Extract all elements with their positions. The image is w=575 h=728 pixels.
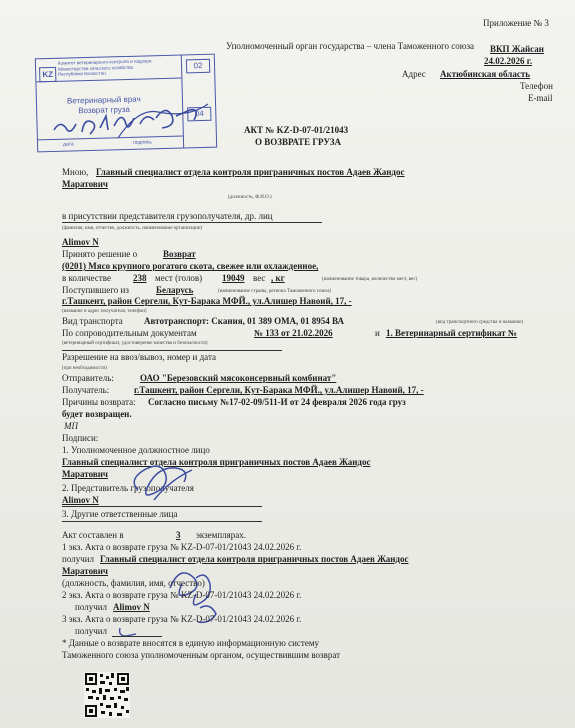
kz-logo-icon: KZ xyxy=(39,67,56,82)
stamp-divider xyxy=(36,78,181,83)
copy-1-received-name: Главный специалист отдела контроля приграничных постов Адаев Жандос xyxy=(100,554,409,564)
transport-label: Вид транспорта xyxy=(62,316,123,326)
note-line-1: * Данные о возврате вносятся в единую информационную систему xyxy=(62,638,320,648)
post-name: ВКП Жайсан xyxy=(490,44,544,54)
note-line-2: Таможенного союза уполномоченным органом, осуществившим возврат xyxy=(62,650,341,660)
copies-unit: экземплярах. xyxy=(196,530,247,540)
copy-2-received-name: Alimov N xyxy=(113,602,150,612)
quantity-weight-unit: вес xyxy=(253,273,266,283)
copies-label: Акт составлен в xyxy=(62,530,124,540)
quantity-places-unit: мест (голов) xyxy=(155,273,203,283)
copy-2-received-label: получил xyxy=(75,602,108,612)
stamp-date-label: дата xyxy=(62,141,74,148)
origin-country: Беларусь xyxy=(156,285,194,295)
act-number: АКТ № KZ-D-07-01/21043 xyxy=(244,125,349,135)
docs-and: и xyxy=(375,328,380,338)
caption: (название и адрес получателя, телефон) xyxy=(62,309,147,314)
stamp-handwriting xyxy=(48,98,218,146)
transport-value: Автотранспорт: Скания, 01 389 ОМА, 01 8954 ВА xyxy=(144,316,344,326)
underline xyxy=(62,222,322,223)
caption: (наименование товара, количество мест, вес) xyxy=(322,277,418,282)
inspector-name-cont: Маратович xyxy=(62,179,108,189)
inspector-name: Главный специалист отдела контроля приграничных постов Адаев Жандос xyxy=(96,167,405,177)
seal-mark: МП xyxy=(64,421,78,431)
caption: (при необходимости) xyxy=(62,366,107,371)
quantity-label: в количестве xyxy=(62,273,111,283)
copy-2-line: 2 экз. Акта о возврате груза № KZ-D-07-01/21043 24.02.2026 г. xyxy=(62,590,302,600)
caption: (вид транспортного средства и название) xyxy=(436,320,524,325)
underline xyxy=(62,521,262,522)
signature-1-handwriting xyxy=(118,450,208,510)
quantity-weight: 19049 xyxy=(222,273,245,283)
stamp-box-top: 02 xyxy=(186,59,210,74)
stamp-org xyxy=(58,58,152,77)
copy-3-received-label: получил xyxy=(75,626,108,636)
signature-1-name: Главный специалист отдела контроля приграничных постов Адаев Жандос xyxy=(62,457,371,467)
signature-3-label: 3. Другие ответственные лица xyxy=(62,509,178,519)
signature-1-name-cont: Маратович xyxy=(62,469,108,479)
cargo-description: (0201) Мясо крупного рогатого скота, свежее или охлажденное, xyxy=(62,261,319,271)
address-value: Актюбинская область xyxy=(440,69,531,79)
caption: (ветеринарный сертификат, удостоверение качества и безопасности) xyxy=(62,341,208,346)
stamp-org-line: Министерства сельского хозяйства xyxy=(58,64,134,72)
signature-2-name: Alimov N xyxy=(62,495,99,505)
appendix-label: Приложение № 3 xyxy=(483,18,549,28)
copies-count: 3 xyxy=(176,530,181,540)
docs-number: № 133 от 21.02.2026 xyxy=(254,328,333,338)
permit-label: Разрешение на ввоз/вывоз, номер и дата xyxy=(62,352,216,362)
signature-1-label: 1. Уполномоченное должностное лицо xyxy=(62,445,210,455)
copy-1-caption: (должность, фамилия, имя, отчество) xyxy=(62,578,205,588)
copy-1-received-name-cont: Маратович xyxy=(62,566,108,576)
quantity-kg: , кг xyxy=(271,273,285,283)
sender-label: Отправитель: xyxy=(62,373,114,383)
presence-label: в присутствии представителя грузополучателя, др. лиц xyxy=(62,211,273,221)
decision-value: Возврат xyxy=(163,249,196,259)
stamp-org-line: Комитет ветеринарного контроля и надзора xyxy=(57,58,152,66)
reason-value: Согласно письму №17-02-09/511-И от 24 февраля 2026 года груз xyxy=(148,397,406,407)
stamp-name-line: Ветеринарный врач xyxy=(66,94,141,106)
address-label: Адрес xyxy=(402,69,426,79)
qr-code-icon xyxy=(84,672,130,718)
quantity-places: 238 xyxy=(133,273,147,283)
destination-address: г.Ташкент, район Сергели, Кут-Барака МФЙ., ул.Алишер Навоий, 17, - xyxy=(62,296,352,306)
caption: (наименование страны, региона Таможенного союза) xyxy=(218,289,332,294)
docs-label: По сопроводительным документам xyxy=(62,328,197,338)
email-label: E-mail xyxy=(528,93,553,103)
reason-value-cont: будет возвращен. xyxy=(62,409,132,419)
sender-value: ОАО "Березовский мясоконсервный комбинат" xyxy=(140,373,337,383)
stamp-name-line: Возврат груза xyxy=(78,104,130,116)
me-label: Мною, xyxy=(62,167,89,177)
stamp-org-line: Республики Казахстан xyxy=(58,70,106,77)
signatures-title: Подписи: xyxy=(62,433,99,443)
underline xyxy=(112,636,162,637)
stamp-box-bottom: 04 xyxy=(187,107,211,122)
copy-3-line: 3 экз. Акта о возврате груза № KZ-D-07-01/21043 24.02.2026 г. xyxy=(62,614,302,624)
caption: (должность, Ф.И.О.) xyxy=(228,195,272,200)
signature-2-label: 2. Представитель грузополучателя xyxy=(62,483,194,493)
caption: (фамилия, имя, отчество, должность, наименование организации) xyxy=(62,226,203,231)
copy-1-line: 1 экз. Акта о возврате груза № KZ-D-07-01/21043 24.02.2026 г. xyxy=(62,542,302,552)
origin-label: Поступившего из xyxy=(62,285,129,295)
vet-certificate: 1. Ветеринарный сертификат № xyxy=(386,328,517,338)
stamp-sign-label: подпись xyxy=(132,139,153,146)
copy-1-received-label: получил xyxy=(62,554,95,564)
authority-label: Уполномоченный орган государства – члена Таможенного союза xyxy=(226,41,475,51)
recipient-representative: Alimov N xyxy=(62,237,99,247)
decision-label: Принято решение о xyxy=(62,249,138,259)
reason-label: Причины возврата: xyxy=(62,397,136,407)
underline xyxy=(62,350,282,351)
act-title: О ВОЗВРАТЕ ГРУЗА xyxy=(255,137,342,147)
recipient-label: Получатель: xyxy=(62,385,110,395)
header-date: 24.02.2026 г. xyxy=(484,56,533,66)
recipient-address: г.Ташкент, район Сергели, Кут-Барака МФЙ., ул.Алишер Навоий, 17, - xyxy=(134,385,424,395)
phone-label: Телефон xyxy=(520,81,553,91)
